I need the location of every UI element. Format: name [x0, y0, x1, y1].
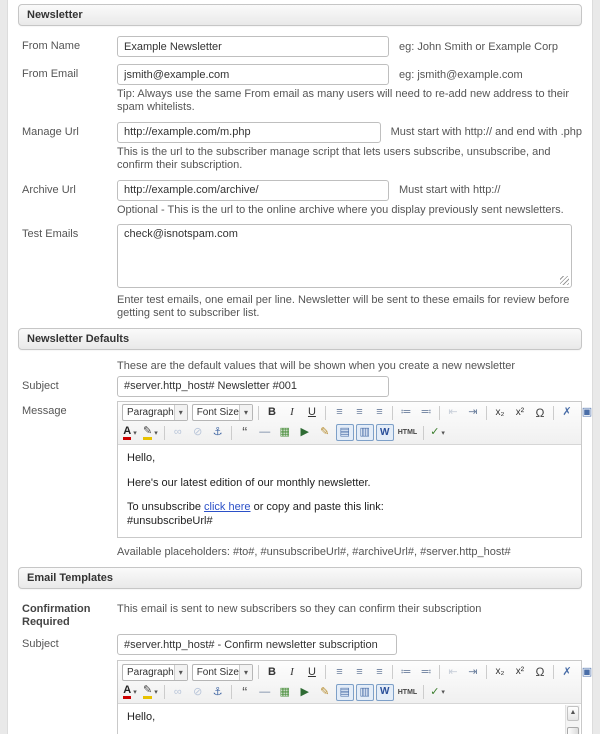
toolbar-separator — [553, 665, 554, 679]
from-name-label: From Name — [22, 40, 81, 52]
media-icon[interactable]: ▶ — [300, 426, 309, 439]
unlink-icon: ⊘ — [193, 685, 203, 698]
chevron-down-icon: ▾ — [154, 689, 158, 697]
underline-icon[interactable]: U — [307, 406, 316, 419]
default-subject-label: Subject — [22, 379, 59, 392]
manage-url-hint: Must start with http:// and end with .php — [390, 126, 582, 139]
manage-url-input[interactable] — [117, 122, 381, 143]
toolbar-separator — [325, 406, 326, 420]
toolbar-separator — [423, 426, 424, 440]
confirm-subject-row — [18, 634, 582, 655]
confirmation-editor-content[interactable] — [118, 704, 581, 734]
fontsize-select[interactable] — [192, 404, 253, 421]
from-name-row — [18, 36, 582, 57]
background-color-icon[interactable]: ✎ ▾ — [141, 684, 160, 701]
chevron-down-icon: ▾ — [441, 429, 445, 437]
special-char-icon[interactable]: Ω — [535, 405, 545, 420]
placeholders-note: Available placeholders: #to#, #unsubscribeUrl#, #archiveUrl#, #server.http_host# — [117, 545, 511, 558]
editor-text: Here's our latest edition of our monthly newsletter. — [127, 476, 371, 489]
default-subject-input[interactable] — [117, 376, 389, 397]
spellcheck-icon[interactable]: ✓ ▾ — [430, 426, 445, 439]
from-name-input[interactable] — [117, 36, 389, 57]
manage-url-label: Manage Url — [22, 125, 79, 138]
bullet-list-icon[interactable]: ≔ — [400, 665, 412, 678]
numbered-list-icon[interactable]: ≕ — [420, 406, 432, 419]
subscript-icon[interactable]: x₂ — [495, 666, 505, 678]
chevron-down-icon: ▾ — [174, 665, 187, 680]
format-select-value: Paragraph — [127, 666, 174, 678]
bold-icon[interactable]: B — [267, 665, 276, 678]
align-center-icon[interactable]: ≡ — [356, 406, 362, 419]
superscript-icon[interactable]: x² — [515, 406, 525, 418]
media-icon[interactable]: ▶ — [300, 685, 309, 698]
page-edge-right — [592, 0, 600, 734]
toolbar-separator — [392, 406, 393, 420]
editor-toolbar — [118, 402, 593, 445]
toolbar-separator — [231, 685, 232, 699]
html-source-icon[interactable]: HTML — [397, 688, 418, 696]
bold-icon[interactable]: B — [267, 406, 276, 419]
confirmation-label: Confirmation Required — [22, 602, 91, 629]
superscript-icon[interactable]: x² — [515, 666, 525, 678]
section-header-email-templates: Email Templates — [18, 567, 582, 589]
toolbar-separator — [231, 426, 232, 440]
fontsize-select-value: Font Size — [196, 666, 239, 678]
toolbar-separator — [439, 406, 440, 420]
from-email-input[interactable] — [117, 64, 389, 85]
anchor-icon[interactable]: ⚓ — [212, 685, 223, 698]
editor-scrollbar[interactable] — [565, 705, 580, 734]
edit-box-icon[interactable]: ✎ — [320, 685, 330, 698]
page-edge-left — [0, 0, 8, 734]
chevron-down-icon: ▾ — [154, 429, 158, 437]
align-center-icon[interactable]: ≡ — [356, 665, 362, 678]
archive-url-hint: Must start with http:// — [399, 184, 501, 197]
test-emails-textarea[interactable] — [117, 224, 572, 288]
format-select[interactable] — [122, 664, 188, 681]
scrollbar-thumb[interactable] — [567, 727, 579, 734]
chevron-down-icon: ▾ — [441, 689, 445, 697]
placeholders-row — [18, 542, 582, 567]
editor-text: Hello, — [127, 711, 156, 724]
format-select[interactable] — [122, 404, 188, 421]
from-email-label: From Email — [22, 68, 79, 80]
fullpage-icon[interactable]: ▤ — [336, 424, 354, 441]
from-name-hint: eg: John Smith or Example Corp — [399, 40, 558, 53]
link-icon: ∞ — [173, 426, 182, 439]
confirmation-desc: This email is sent to new subscribers so they can confirm their subscription — [117, 602, 482, 615]
default-subject-row — [18, 376, 582, 397]
message-editor-content[interactable] — [118, 445, 581, 537]
toolbar-separator — [164, 685, 165, 699]
message-editor — [117, 401, 593, 538]
section-header-newsletter-defaults: Newsletter Defaults — [18, 328, 582, 350]
editor-text: #unsubscribeUrl# — [127, 515, 213, 528]
paste-text-icon[interactable]: ▥ — [356, 684, 374, 701]
confirmation-editor-row — [18, 660, 593, 734]
link-icon: ∞ — [173, 685, 182, 698]
remove-format-icon[interactable]: ✗ — [562, 406, 572, 419]
blockquote-icon[interactable]: “ — [242, 683, 248, 701]
editor-text: To unsubscribe — [127, 501, 205, 514]
remove-format-icon[interactable]: ✗ — [562, 665, 572, 678]
italic-icon[interactable]: I — [290, 665, 294, 678]
editor-paragraph — [127, 477, 572, 491]
image-icon[interactable]: ▦ — [279, 685, 290, 698]
italic-icon[interactable]: I — [290, 406, 294, 419]
spellcheck-icon[interactable]: ✓ ▾ — [430, 685, 445, 698]
toolbar-separator — [423, 685, 424, 699]
underline-icon[interactable]: U — [307, 665, 316, 678]
fullpage-icon[interactable]: ▤ — [336, 684, 354, 701]
defaults-intro-text: These are the default values that will be shown when you create a new newsletter — [117, 359, 516, 372]
html-source-icon[interactable]: HTML — [397, 429, 418, 437]
show-blocks-icon[interactable]: ▣ — [581, 406, 593, 419]
text-color-icon[interactable]: A ▾ — [121, 424, 139, 441]
anchor-icon[interactable]: ⚓ — [212, 426, 223, 439]
confirm-subject-input[interactable] — [117, 634, 397, 655]
chevron-down-icon: ▾ — [174, 405, 187, 420]
indent-icon[interactable]: ⇥ — [468, 406, 478, 419]
editor-text: or copy and paste this link: — [250, 501, 384, 514]
outdent-icon: ⇤ — [448, 406, 458, 419]
toolbar-separator — [258, 406, 259, 420]
edit-box-icon[interactable]: ✎ — [320, 426, 330, 439]
editor-link[interactable]: click here — [204, 501, 251, 514]
chevron-down-icon: ▾ — [133, 689, 137, 697]
toolbar-separator — [486, 665, 487, 679]
scroll-up-icon[interactable]: ▲ — [567, 706, 579, 721]
format-select-value: Paragraph — [127, 407, 174, 419]
from-email-row — [18, 64, 582, 115]
message-row — [18, 401, 593, 538]
settings-form — [8, 0, 592, 734]
message-label: Message — [22, 404, 67, 417]
chevron-down-icon: ▾ — [239, 405, 252, 420]
unlink-icon: ⊘ — [193, 426, 203, 439]
manage-url-row — [18, 122, 582, 173]
horizontal-rule-icon[interactable]: — — [259, 426, 271, 439]
archive-url-help: Optional - This is the url to the online archive where you display previously sent newsletters. — [117, 203, 564, 216]
toolbar-separator — [325, 665, 326, 679]
chevron-down-icon: ▾ — [133, 429, 137, 437]
confirmation-editor — [117, 660, 593, 734]
show-blocks-icon[interactable]: ▣ — [581, 665, 593, 678]
align-right-icon[interactable]: ≡ — [376, 665, 382, 678]
background-color-icon[interactable]: ✎ ▾ — [141, 424, 160, 441]
toolbar-separator — [439, 665, 440, 679]
align-right-icon[interactable]: ≡ — [376, 406, 382, 419]
paste-text-icon[interactable]: ▥ — [356, 424, 374, 441]
subscript-icon[interactable]: x₂ — [495, 406, 505, 418]
text-color-icon[interactable]: A ▾ — [121, 684, 139, 701]
numbered-list-icon[interactable]: ≕ — [420, 665, 432, 678]
bullet-list-icon[interactable]: ≔ — [400, 406, 412, 419]
confirm-subject-label: Subject — [22, 638, 59, 651]
test-emails-label: Test Emails — [22, 228, 79, 241]
manage-url-help: This is the url to the subscriber manage script that lets users subscribe, unsubscribe, and confirm their subscription. — [117, 145, 551, 172]
section-header-newsletter: Newsletter — [18, 4, 582, 26]
editor-paragraph — [127, 501, 572, 515]
fontsize-select[interactable] — [192, 664, 253, 681]
archive-url-input[interactable] — [117, 180, 389, 201]
defaults-intro-row — [18, 360, 582, 376]
image-icon[interactable]: ▦ — [279, 426, 290, 439]
editor-toolbar — [118, 661, 593, 704]
from-email-hint: eg: jsmith@example.com — [399, 68, 523, 81]
editor-paragraph — [127, 452, 572, 466]
toolbar-separator — [553, 406, 554, 420]
toolbar-separator — [392, 665, 393, 679]
test-emails-help: Enter test emails, one email per line. Newsletter will be sent to these emails for review before getting sent to subscriber list. — [117, 294, 570, 320]
blockquote-icon[interactable]: “ — [242, 424, 248, 442]
confirmation-row — [18, 599, 582, 629]
horizontal-rule-icon[interactable]: — — [259, 685, 271, 698]
test-emails-row — [18, 224, 582, 321]
chevron-down-icon: ▾ — [239, 665, 252, 680]
from-email-tip: Tip: Always use the same From email as many users will need to re-add new address to their spam whitelists. — [117, 88, 570, 114]
fontsize-select-value: Font Size — [196, 407, 239, 419]
paste-word-icon[interactable]: W — [376, 684, 394, 701]
outdent-icon: ⇤ — [448, 665, 458, 678]
archive-url-row — [18, 180, 582, 217]
align-left-icon[interactable]: ≡ — [336, 406, 342, 419]
editor-paragraph — [127, 515, 572, 529]
align-left-icon[interactable]: ≡ — [336, 665, 342, 678]
toolbar-separator — [486, 406, 487, 420]
archive-url-label: Archive Url — [22, 183, 76, 196]
editor-text: Hello, — [127, 451, 156, 464]
toolbar-separator — [258, 665, 259, 679]
paste-word-icon[interactable]: W — [376, 424, 394, 441]
editor-paragraph — [127, 711, 557, 725]
special-char-icon[interactable]: Ω — [535, 665, 545, 680]
toolbar-separator — [164, 426, 165, 440]
indent-icon[interactable]: ⇥ — [468, 665, 478, 678]
